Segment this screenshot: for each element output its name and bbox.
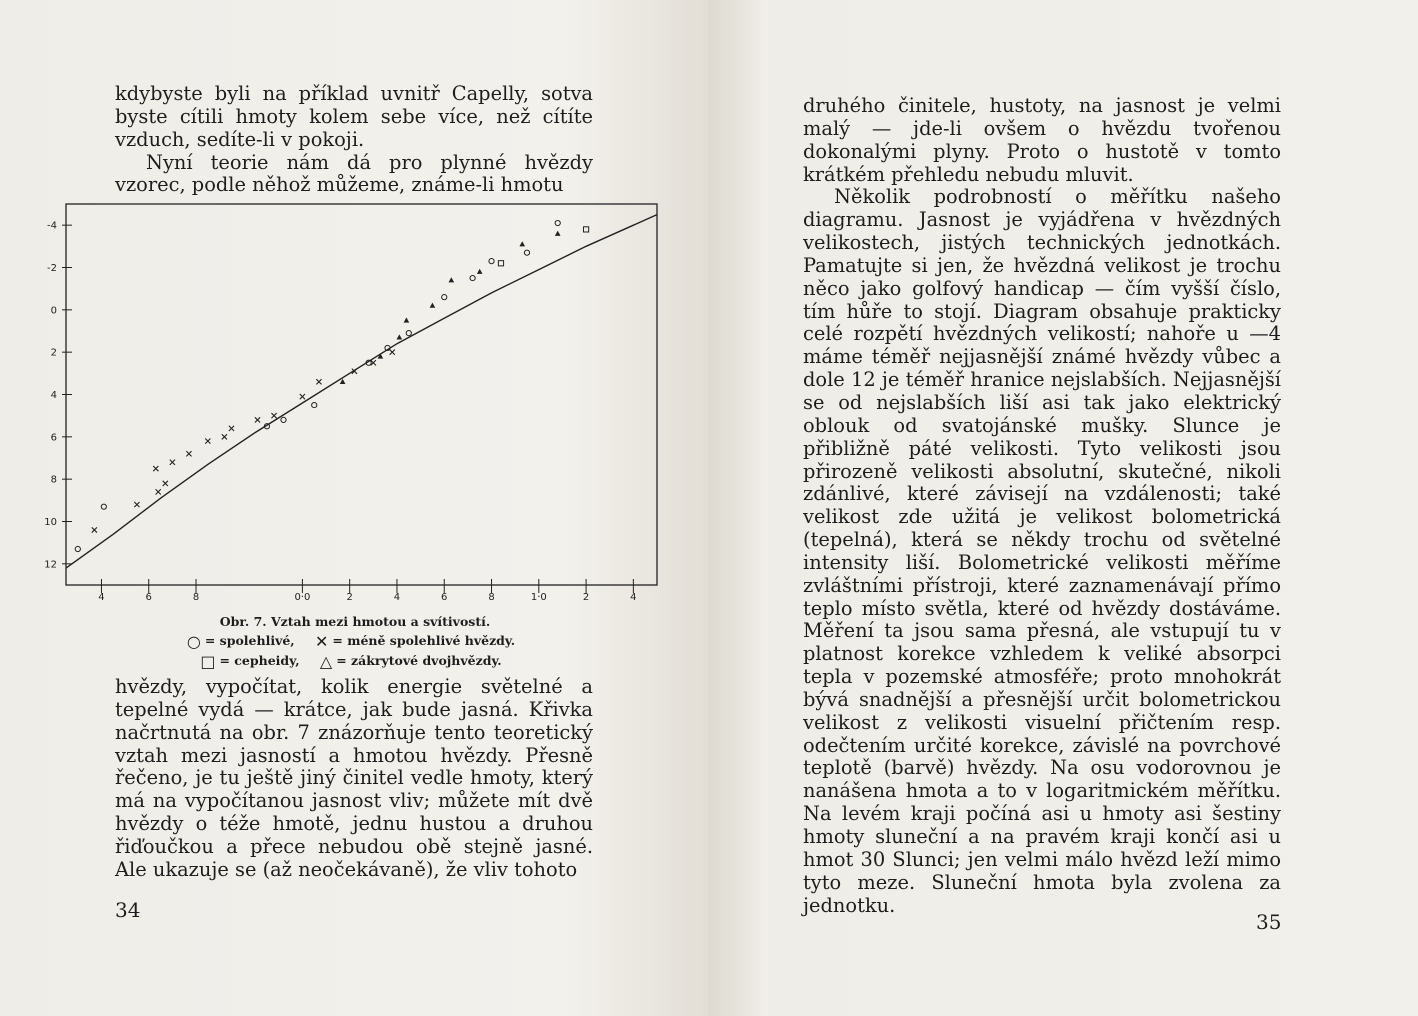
data-point-circle (470, 275, 475, 280)
left-paragraph-3: hvězdy, vypočítat, kolik energie světelné a tepelné vydá — krátce, jak bude jasná. Křivka načrtnutá na obr. 7 znázorňuje tento teoretický vztah mezi jasností a hmotou hvězdy. Přesně řečeno, je tu ještě jiný činitel vedle hmoty, který má na vypočítanou jasnost vliv; můžete mít dvě hvězdy o téže hmotě, jednu hustou a druhou řiďoučkou a přece nebudou obě stejně jasné. Ale ukazuje se (až neočekávaně), že vliv tohoto (115, 675, 593, 881)
x-tick-label: 8 (192, 592, 200, 603)
data-point-cross (205, 438, 210, 443)
data-point-circle (312, 402, 317, 407)
figure-caption (120, 613, 590, 671)
page-number-left: 34 (115, 898, 141, 922)
right-paragraph-1: druhého činitele, hustoty, na jasnost je velmi malý — jde-li ovšem o hvězdu tvořenou dokonalými plyny. Proto o hustotě v tomto krátkém přehledu nebudu mluvit. (803, 94, 1281, 186)
left-paragraph-1: kdybyste byli na příklad uvnitř Capelly, sotva byste cítili hmoty kolem sebe více, než cítíte vzduch, sedíte-li v pokoji. (115, 82, 593, 151)
plot-frame (66, 204, 657, 585)
y-tick-label: 8 (50, 474, 57, 486)
figure-7 (0, 0, 708, 700)
left-bottom-text (115, 676, 593, 882)
data-point-cross (186, 451, 191, 456)
data-point-square (583, 227, 588, 232)
data-point-triangle (519, 241, 525, 246)
y-tick-label: 6 (50, 432, 57, 444)
right-paragraph-2: Několik podrobností o měřítku našeho diagramu. Jasnost je vyjádřena v hvězdných velikostech, jistých technických jednotkách. Pamatujte si jen, že hvězdná velikost je trochu něco jako golfový handicap — čím vyšší číslo, tím hůře to stojí. Diagram obsahuje prakticky celé rozpětí hvězdných velikostí; nahoře u —4 máme téměř nejjasnější známé hvězdy vůbec a dole 12 je téměř hranice nejslabších. Nejjasnější se od nejslabších liší asi tak jako elektrický oblouk od svatojánské mušky. Slunce je přibližně páté velikosti. Tyto velikosti jsou přirozeně velikosti absolutní, skutečné, nikoli zdánlivé, které závisejí na vzdálenosti; také velikost zde užitá je velikost bolometrická (tepelná), která se někdy trochu od světelné intensity liší. Bolometrické velikosti měříme zvláštními přístroji, které zaznamenávají přímo teplo místo světla, které od hvězdy dostáváme. Měření ta jsou sama přesná, ale vstupují tu v platnost korekce vzhledem k veliké absorpci tepla v pozemské atmosféře; proto mnohokrát bývá snadnější a přesnější určit bolometrickou velikost z velikosti visuelní přičtením resp. odečtením určité korekce, závislé na povrchové teplotě (barvě) hvězdy. Na osu vodorovnou je nanášena hmota a to v logaritmickém měřítku. Na levém kraji počíná asi u hmoty asi šestiny hmoty sluneční a na pravém kraji končí asi u hmot 30 Slunci; jen velmi málo hvězd leží mimo tyto meze. Sluneční hmota byla zvolena za jednotku. (803, 185, 1281, 917)
data-point-cross (390, 350, 395, 355)
data-point-circle (442, 295, 447, 300)
page-number-right: 35 (1256, 910, 1282, 934)
right-text (803, 95, 1281, 917)
x-tick-label: 4 (98, 592, 105, 603)
data-point-cross (134, 502, 139, 507)
mass-luminosity-chart (0, 0, 708, 700)
data-point-cross (255, 417, 260, 422)
x-tick-label: 8 (488, 592, 495, 603)
data-point-cross (156, 489, 161, 494)
cross-marker-icon: ✕ (315, 632, 329, 651)
y-tick-label: -2 (47, 263, 57, 274)
right-page (708, 0, 1418, 1016)
y-tick-label: -4 (47, 220, 57, 232)
data-point-cross (222, 434, 227, 439)
data-point-triangle (555, 231, 561, 236)
data-point-cross (153, 466, 158, 471)
data-point-triangle (449, 277, 455, 282)
x-tick-label: 6 (441, 592, 448, 603)
data-point-circle (75, 546, 80, 551)
data-point-circle (101, 504, 106, 509)
figure-caption-title: Obr. 7. Vztah mezi hmotou a svítivostí. (219, 614, 491, 629)
square-marker-icon: □ (200, 652, 216, 671)
legend-label-cepheids: = cepheidy, (219, 653, 300, 668)
data-point-cross (163, 481, 168, 486)
legend-row-2 (120, 651, 590, 671)
data-point-cross (316, 379, 321, 384)
x-tick-label: 4 (630, 592, 637, 603)
data-point-circle (555, 220, 560, 225)
y-tick-label: 0 (50, 305, 57, 317)
y-tick-label: 12 (44, 559, 57, 571)
data-point-cross (170, 460, 175, 465)
legend-label-eclipsing-binaries: = zákrytové dvojhvězdy. (336, 653, 502, 668)
data-point-cross (92, 527, 97, 532)
data-point-cross (229, 426, 234, 431)
left-page (0, 0, 708, 1016)
theory-curve-line (66, 215, 657, 568)
left-paragraph-2: Nyní teorie nám dá pro plynné hvězdy vzorec, podle něhož můžeme, známe-li hmotu (115, 150, 593, 197)
circle-marker-icon: ○ (186, 632, 201, 651)
data-point-triangle (430, 303, 436, 308)
x-tick-label: 4 (393, 592, 401, 603)
x-tick-label: 0·0 (294, 592, 311, 603)
data-point-cross (300, 394, 305, 399)
data-point-triangle (404, 317, 410, 322)
y-tick-label: 2 (50, 347, 57, 359)
data-point-triangle (477, 269, 483, 274)
data-point-triangle (397, 334, 403, 339)
data-point-square (498, 261, 503, 266)
x-tick-label: 1·0 (530, 592, 547, 603)
data-point-circle (406, 331, 411, 336)
data-point-circle (489, 259, 494, 264)
data-point-circle (524, 250, 529, 255)
legend-row-1 (120, 631, 590, 651)
data-point-circle (281, 417, 286, 422)
legend-label-less-reliable: = méně spolehlivé hvězdy. (332, 633, 516, 648)
data-point-cross (271, 413, 276, 418)
x-tick-label: 6 (145, 592, 152, 603)
y-tick-label: 4 (50, 390, 57, 401)
x-tick-label: 2 (582, 592, 590, 603)
legend-label-reliable: = spolehlivé, (204, 633, 295, 648)
x-tick-label: 2 (346, 592, 353, 603)
triangle-marker-icon: △ (319, 652, 333, 671)
y-tick-label: 10 (44, 517, 57, 528)
